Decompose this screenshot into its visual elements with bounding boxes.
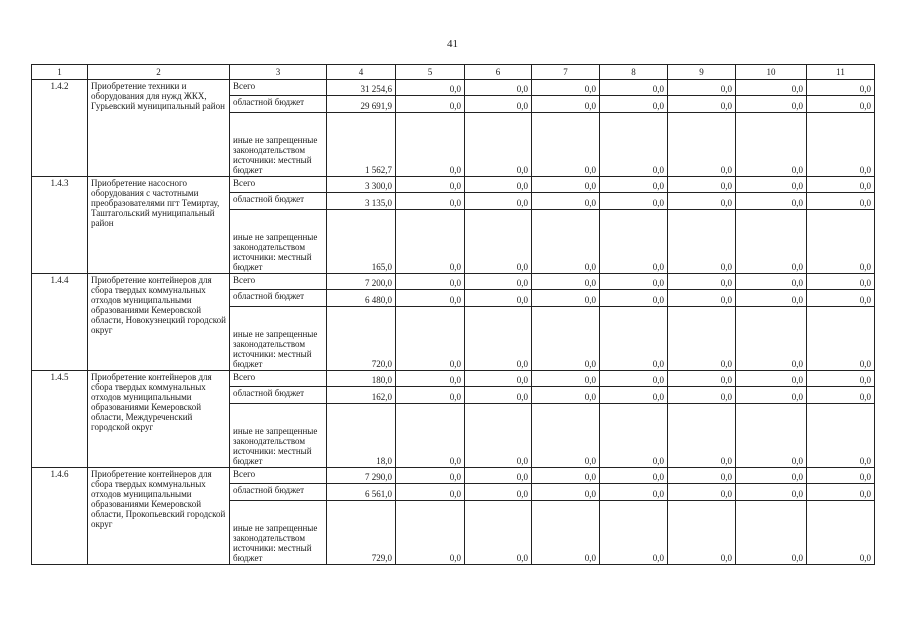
column-header: 5 — [396, 65, 465, 80]
row-code: 1.4.6 — [32, 468, 88, 565]
value-cell: 0,0 — [736, 193, 807, 210]
row-name: Приобретение контейнеров для сбора твердых коммунальных отходов муниципальными образованиями Кемеровской области, Междуреченский городской округ — [88, 371, 230, 468]
table-body — [32, 80, 875, 565]
value-cell: 0,0 — [736, 484, 807, 501]
value-cell: 0,0 — [600, 387, 668, 404]
value-cell: 0,0 — [465, 290, 532, 307]
value-cell: 0,0 — [600, 193, 668, 210]
value-cell: 0,0 — [600, 96, 668, 113]
funding-source: областной бюджет — [230, 96, 327, 113]
value-cell: 180,0 — [327, 371, 396, 387]
value-cell: 0,0 — [532, 484, 600, 501]
value-cell: 0,0 — [465, 80, 532, 96]
row-name: Приобретение техники и оборудования для нужд ЖКХ, Гурьевский муниципальный район — [88, 80, 230, 177]
funding-source: областной бюджет — [230, 484, 327, 501]
value-cell: 0,0 — [668, 387, 736, 404]
value-cell: 162,0 — [327, 387, 396, 404]
value-cell: 0,0 — [465, 177, 532, 193]
row-name: Приобретение насосного оборудования с частотными преобразователями пгт Темиртау, Таштагольский муниципальный район — [88, 177, 230, 274]
value-cell: 0,0 — [600, 307, 668, 371]
value-cell: 0,0 — [807, 290, 875, 307]
value-cell: 0,0 — [600, 484, 668, 501]
value-cell: 0,0 — [532, 113, 600, 177]
value-cell: 0,0 — [600, 371, 668, 387]
row-code: 1.4.4 — [32, 274, 88, 371]
value-cell: 0,0 — [668, 96, 736, 113]
column-header: 3 — [230, 65, 327, 80]
value-cell: 0,0 — [807, 113, 875, 177]
value-cell: 0,0 — [465, 387, 532, 404]
value-cell: 0,0 — [807, 468, 875, 484]
value-cell: 0,0 — [465, 96, 532, 113]
header-row — [32, 65, 875, 80]
row-name: Приобретение контейнеров для сбора твердых коммунальных отходов муниципальными образованиями Кемеровской области, Прокопьевский городской округ — [88, 468, 230, 565]
funding-source: иные не запрещенные законодательством источники: местный бюджет — [230, 501, 327, 565]
value-cell: 0,0 — [600, 210, 668, 274]
column-header: 6 — [465, 65, 532, 80]
table-row — [32, 468, 875, 484]
value-cell: 0,0 — [668, 484, 736, 501]
budget-table — [31, 64, 875, 565]
value-cell: 0,0 — [600, 501, 668, 565]
funding-source: областной бюджет — [230, 387, 327, 404]
value-cell: 29 691,9 — [327, 96, 396, 113]
value-cell: 0,0 — [807, 404, 875, 468]
value-cell: 0,0 — [532, 387, 600, 404]
value-cell: 720,0 — [327, 307, 396, 371]
value-cell: 0,0 — [465, 274, 532, 290]
value-cell: 0,0 — [532, 404, 600, 468]
row-code: 1.4.5 — [32, 371, 88, 468]
value-cell: 0,0 — [668, 404, 736, 468]
value-cell: 0,0 — [532, 80, 600, 96]
value-cell: 3 300,0 — [327, 177, 396, 193]
funding-source: иные не запрещенные законодательством источники: местный бюджет — [230, 210, 327, 274]
column-header: 8 — [600, 65, 668, 80]
value-cell: 0,0 — [396, 290, 465, 307]
value-cell: 7 200,0 — [327, 274, 396, 290]
value-cell: 0,0 — [807, 193, 875, 210]
value-cell: 165,0 — [327, 210, 396, 274]
value-cell: 0,0 — [600, 177, 668, 193]
value-cell: 0,0 — [396, 274, 465, 290]
value-cell: 6 480,0 — [327, 290, 396, 307]
value-cell: 0,0 — [807, 307, 875, 371]
value-cell: 0,0 — [668, 290, 736, 307]
table-row — [32, 80, 875, 96]
value-cell: 1 562,7 — [327, 113, 396, 177]
value-cell: 0,0 — [465, 193, 532, 210]
value-cell: 0,0 — [396, 177, 465, 193]
funding-source: иные не запрещенные законодательством источники: местный бюджет — [230, 404, 327, 468]
value-cell: 3 135,0 — [327, 193, 396, 210]
value-cell: 7 290,0 — [327, 468, 396, 484]
table-row — [32, 274, 875, 290]
value-cell: 0,0 — [668, 274, 736, 290]
value-cell: 729,0 — [327, 501, 396, 565]
value-cell: 0,0 — [396, 96, 465, 113]
value-cell: 0,0 — [465, 484, 532, 501]
value-cell: 0,0 — [532, 274, 600, 290]
funding-source: Всего — [230, 274, 327, 290]
value-cell: 31 254,6 — [327, 80, 396, 96]
value-cell: 0,0 — [668, 468, 736, 484]
value-cell: 0,0 — [736, 371, 807, 387]
value-cell: 0,0 — [532, 193, 600, 210]
value-cell: 0,0 — [668, 177, 736, 193]
column-header: 9 — [668, 65, 736, 80]
value-cell: 0,0 — [807, 387, 875, 404]
value-cell: 0,0 — [668, 113, 736, 177]
row-code: 1.4.3 — [32, 177, 88, 274]
funding-source: Всего — [230, 468, 327, 484]
value-cell: 0,0 — [736, 468, 807, 484]
value-cell: 0,0 — [807, 274, 875, 290]
column-header: 11 — [807, 65, 875, 80]
value-cell: 0,0 — [668, 193, 736, 210]
value-cell: 0,0 — [736, 96, 807, 113]
value-cell: 0,0 — [532, 501, 600, 565]
value-cell: 0,0 — [600, 404, 668, 468]
value-cell: 0,0 — [465, 404, 532, 468]
value-cell: 0,0 — [807, 210, 875, 274]
value-cell: 0,0 — [807, 501, 875, 565]
value-cell: 0,0 — [532, 307, 600, 371]
value-cell: 0,0 — [668, 307, 736, 371]
value-cell: 0,0 — [668, 371, 736, 387]
funding-source: иные не запрещенные законодательством источники: местный бюджет — [230, 113, 327, 177]
column-header: 1 — [32, 65, 88, 80]
funding-source: Всего — [230, 80, 327, 96]
value-cell: 0,0 — [532, 371, 600, 387]
value-cell: 0,0 — [396, 387, 465, 404]
value-cell: 0,0 — [736, 210, 807, 274]
value-cell: 0,0 — [807, 96, 875, 113]
value-cell: 0,0 — [668, 80, 736, 96]
column-header: 2 — [88, 65, 230, 80]
value-cell: 0,0 — [465, 371, 532, 387]
column-header: 4 — [327, 65, 396, 80]
value-cell: 0,0 — [736, 387, 807, 404]
funding-source: Всего — [230, 177, 327, 193]
value-cell: 0,0 — [807, 80, 875, 96]
value-cell: 0,0 — [396, 210, 465, 274]
value-cell: 0,0 — [600, 274, 668, 290]
page-number: 41 — [447, 38, 458, 50]
value-cell: 0,0 — [600, 80, 668, 96]
value-cell: 0,0 — [736, 274, 807, 290]
value-cell: 18,0 — [327, 404, 396, 468]
value-cell: 0,0 — [465, 501, 532, 565]
value-cell: 0,0 — [807, 484, 875, 501]
table-row — [32, 177, 875, 193]
value-cell: 0,0 — [736, 404, 807, 468]
value-cell: 0,0 — [736, 113, 807, 177]
value-cell: 0,0 — [396, 404, 465, 468]
value-cell: 0,0 — [668, 501, 736, 565]
value-cell: 0,0 — [396, 371, 465, 387]
funding-source: областной бюджет — [230, 290, 327, 307]
value-cell: 0,0 — [807, 371, 875, 387]
value-cell: 0,0 — [600, 468, 668, 484]
value-cell: 0,0 — [396, 80, 465, 96]
value-cell: 0,0 — [396, 468, 465, 484]
value-cell: 0,0 — [396, 113, 465, 177]
value-cell: 0,0 — [396, 484, 465, 501]
value-cell: 0,0 — [600, 113, 668, 177]
value-cell: 6 561,0 — [327, 484, 396, 501]
value-cell: 0,0 — [736, 177, 807, 193]
value-cell: 0,0 — [736, 307, 807, 371]
value-cell: 0,0 — [736, 290, 807, 307]
value-cell: 0,0 — [532, 210, 600, 274]
value-cell: 0,0 — [736, 80, 807, 96]
funding-source: областной бюджет — [230, 193, 327, 210]
value-cell: 0,0 — [396, 501, 465, 565]
column-header: 7 — [532, 65, 600, 80]
value-cell: 0,0 — [668, 210, 736, 274]
column-header: 10 — [736, 65, 807, 80]
value-cell: 0,0 — [396, 307, 465, 371]
value-cell: 0,0 — [532, 290, 600, 307]
row-name: Приобретение контейнеров для сбора твердых коммунальных отходов муниципальными образованиями Кемеровской области, Новокузнецкий городской округ — [88, 274, 230, 371]
value-cell: 0,0 — [532, 96, 600, 113]
value-cell: 0,0 — [465, 113, 532, 177]
value-cell: 0,0 — [532, 177, 600, 193]
value-cell: 0,0 — [736, 501, 807, 565]
funding-source: Всего — [230, 371, 327, 387]
value-cell: 0,0 — [396, 193, 465, 210]
value-cell: 0,0 — [465, 468, 532, 484]
value-cell: 0,0 — [600, 290, 668, 307]
funding-source: иные не запрещенные законодательством источники: местный бюджет — [230, 307, 327, 371]
value-cell: 0,0 — [807, 177, 875, 193]
value-cell: 0,0 — [465, 210, 532, 274]
row-code: 1.4.2 — [32, 80, 88, 177]
table-row — [32, 371, 875, 387]
value-cell: 0,0 — [465, 307, 532, 371]
value-cell: 0,0 — [532, 468, 600, 484]
